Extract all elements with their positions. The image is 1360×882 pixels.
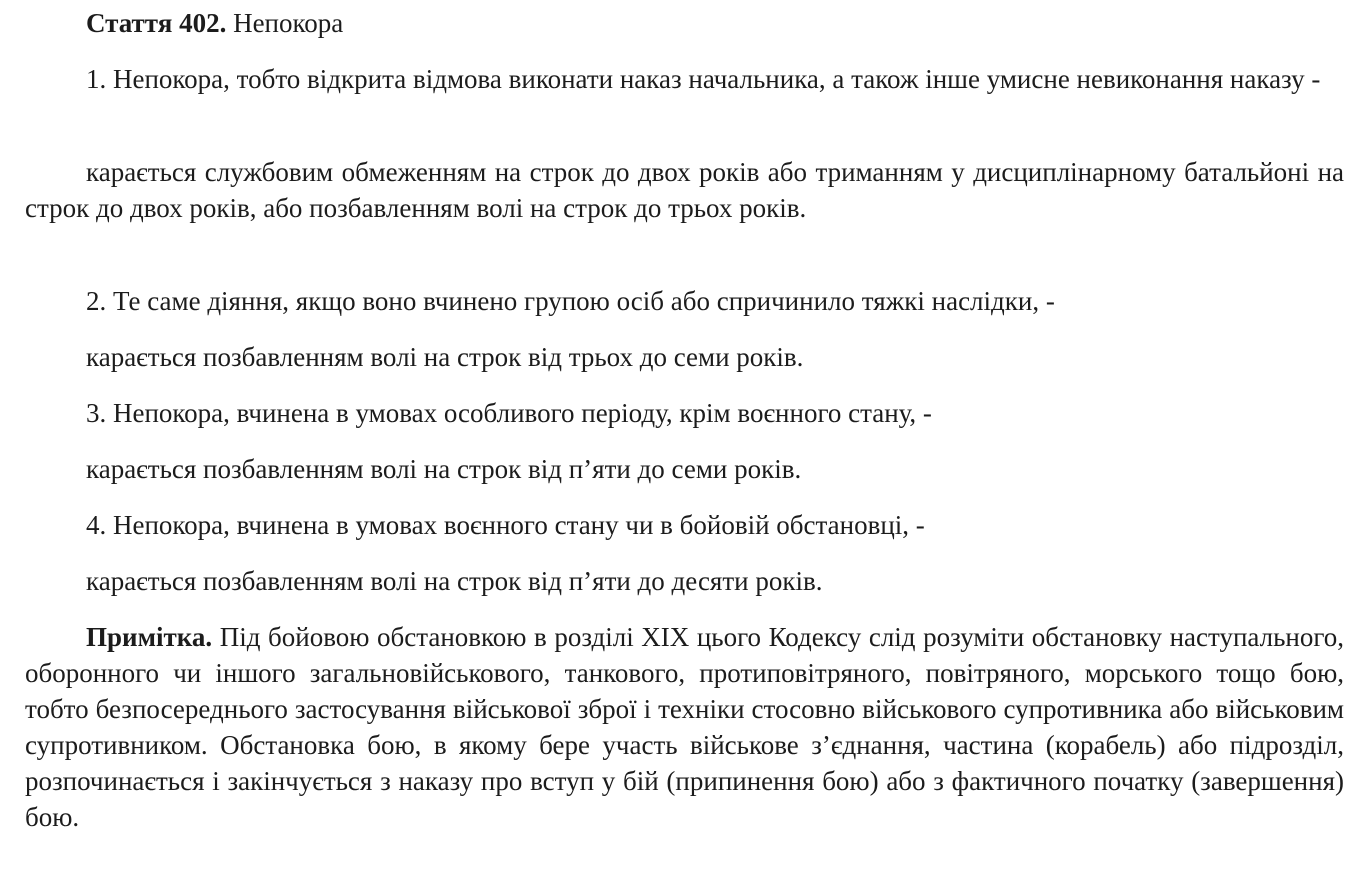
paragraph-1: 1. Непокора, тобто відкрита відмова виконати наказ начальника, а також інше умисне невиконання наказу - bbox=[86, 64, 1321, 94]
paragraph-3: 3. Непокора, вчинена в умовах особливого періоду, крім воєнного стану, - bbox=[86, 398, 932, 428]
paragraph-4: 4. Непокора, вчинена в умовах воєнного стану чи в бойовій обстановці, - bbox=[86, 510, 925, 540]
note-paragraph bbox=[25, 619, 1344, 835]
paragraph-2-penalty: карається позбавленням волі на строк від трьох до семи років. bbox=[86, 342, 804, 372]
article-title: Непокора bbox=[233, 8, 344, 38]
paragraph-1-penalty: карається службовим обмеженням на строк до двох років або триманням у дисциплінарному батальйоні на строк до двох років, або позбавленням волі на строк до трьох років. bbox=[25, 157, 1344, 223]
note-text: Під бойовою обстановкою в розділі XIX цього Кодексу слід розуміти обстановку наступального, оборонного чи іншого загальновійськового, танкового, протиповітряного, повітряного, морського тощо бою, тобто безпосереднього застосування військової зброї і техніки стосовно військового супротивника або військовим супротивником. Обстановка бою, в якому бере участь військове з’єднання, частина (корабель) або підрозділ, розпочинається і закінчується з наказу про вступ у бій (припинення бою) або з фактичного початку (завершення) бою. bbox=[25, 622, 1345, 832]
article-label: Стаття 402. bbox=[86, 8, 227, 38]
paragraph-2: 2. Те саме діяння, якщо воно вчинено групою осіб або спричинило тяжкі наслідки, - bbox=[86, 286, 1055, 316]
note-label: Примітка. bbox=[86, 622, 213, 652]
article-heading bbox=[25, 5, 1344, 41]
paragraph-4-penalty: карається позбавленням волі на строк від п’яти до десяти років. bbox=[86, 566, 823, 596]
paragraph-3-penalty: карається позбавленням волі на строк від п’яти до семи років. bbox=[86, 454, 802, 484]
